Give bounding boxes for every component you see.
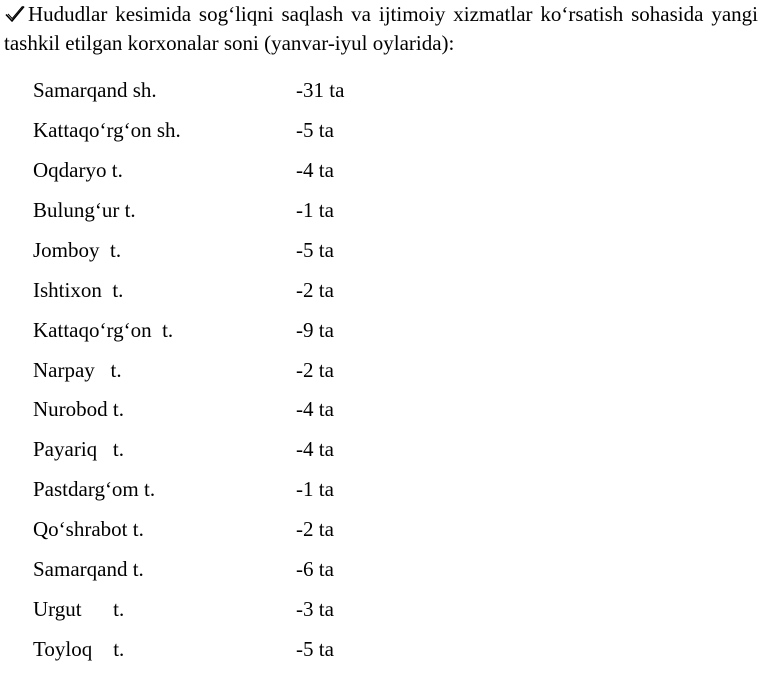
heading-text: Hududlar kesimida sog‘liqni saqlash va ijtimoiy xizmatlar ko‘rsatish sohasida yangi tashkil etilgan korxonalar soni (yanvar-iyul oylarida): xyxy=(4,2,758,55)
region-name: Nurobod t. xyxy=(33,397,124,421)
enterprise-count: -6 ta xyxy=(296,557,334,581)
enterprise-count: -2 ta xyxy=(296,517,334,541)
check-icon xyxy=(4,5,26,23)
enterprise-count: -4 ta xyxy=(296,158,334,182)
list-item xyxy=(0,74,762,106)
region-name: Kattaqo‘rg‘on sh. xyxy=(33,118,181,142)
region-name: Payariq t. xyxy=(33,437,124,461)
list-item xyxy=(0,354,762,386)
enterprise-count: -1 ta xyxy=(296,198,334,222)
enterprise-count: -9 ta xyxy=(296,318,334,342)
list-item xyxy=(0,593,762,625)
list-item xyxy=(0,393,762,425)
heading xyxy=(4,0,758,58)
region-name: Toyloq t. xyxy=(33,637,125,661)
enterprise-count: -5 ta xyxy=(296,118,334,142)
list-item xyxy=(0,194,762,226)
list-item xyxy=(0,234,762,266)
enterprise-count: -2 ta xyxy=(296,278,334,302)
enterprise-count: -4 ta xyxy=(296,437,334,461)
enterprise-count: -31 ta xyxy=(296,78,345,102)
list-item xyxy=(0,154,762,186)
region-name: Samarqand sh. xyxy=(33,78,157,102)
enterprise-count: -1 ta xyxy=(296,477,334,501)
list-item xyxy=(0,314,762,346)
region-name: Samarqand t. xyxy=(33,557,144,581)
enterprise-count: -3 ta xyxy=(296,597,334,621)
region-name: Ishtixon t. xyxy=(33,278,124,302)
enterprise-count: -5 ta xyxy=(296,637,334,661)
region-name: Oqdaryo t. xyxy=(33,158,123,182)
region-name: Jomboy t. xyxy=(33,238,122,262)
region-name: Urgut t. xyxy=(33,597,125,621)
list-item xyxy=(0,633,762,665)
list-item xyxy=(0,433,762,465)
region-name: Kattaqo‘rg‘on t. xyxy=(33,318,174,342)
region-name: Pastdarg‘om t. xyxy=(33,477,156,501)
list-item xyxy=(0,114,762,146)
enterprise-count: -2 ta xyxy=(296,358,334,382)
region-name: Bulung‘ur t. xyxy=(33,198,136,222)
list-item xyxy=(0,274,762,306)
region-name: Qo‘shrabot t. xyxy=(33,517,144,541)
region-name: Narpay t. xyxy=(33,358,122,382)
list-item xyxy=(0,553,762,585)
list-item xyxy=(0,513,762,545)
enterprise-count: -5 ta xyxy=(296,238,334,262)
list-item xyxy=(0,473,762,505)
enterprise-count: -4 ta xyxy=(296,397,334,421)
